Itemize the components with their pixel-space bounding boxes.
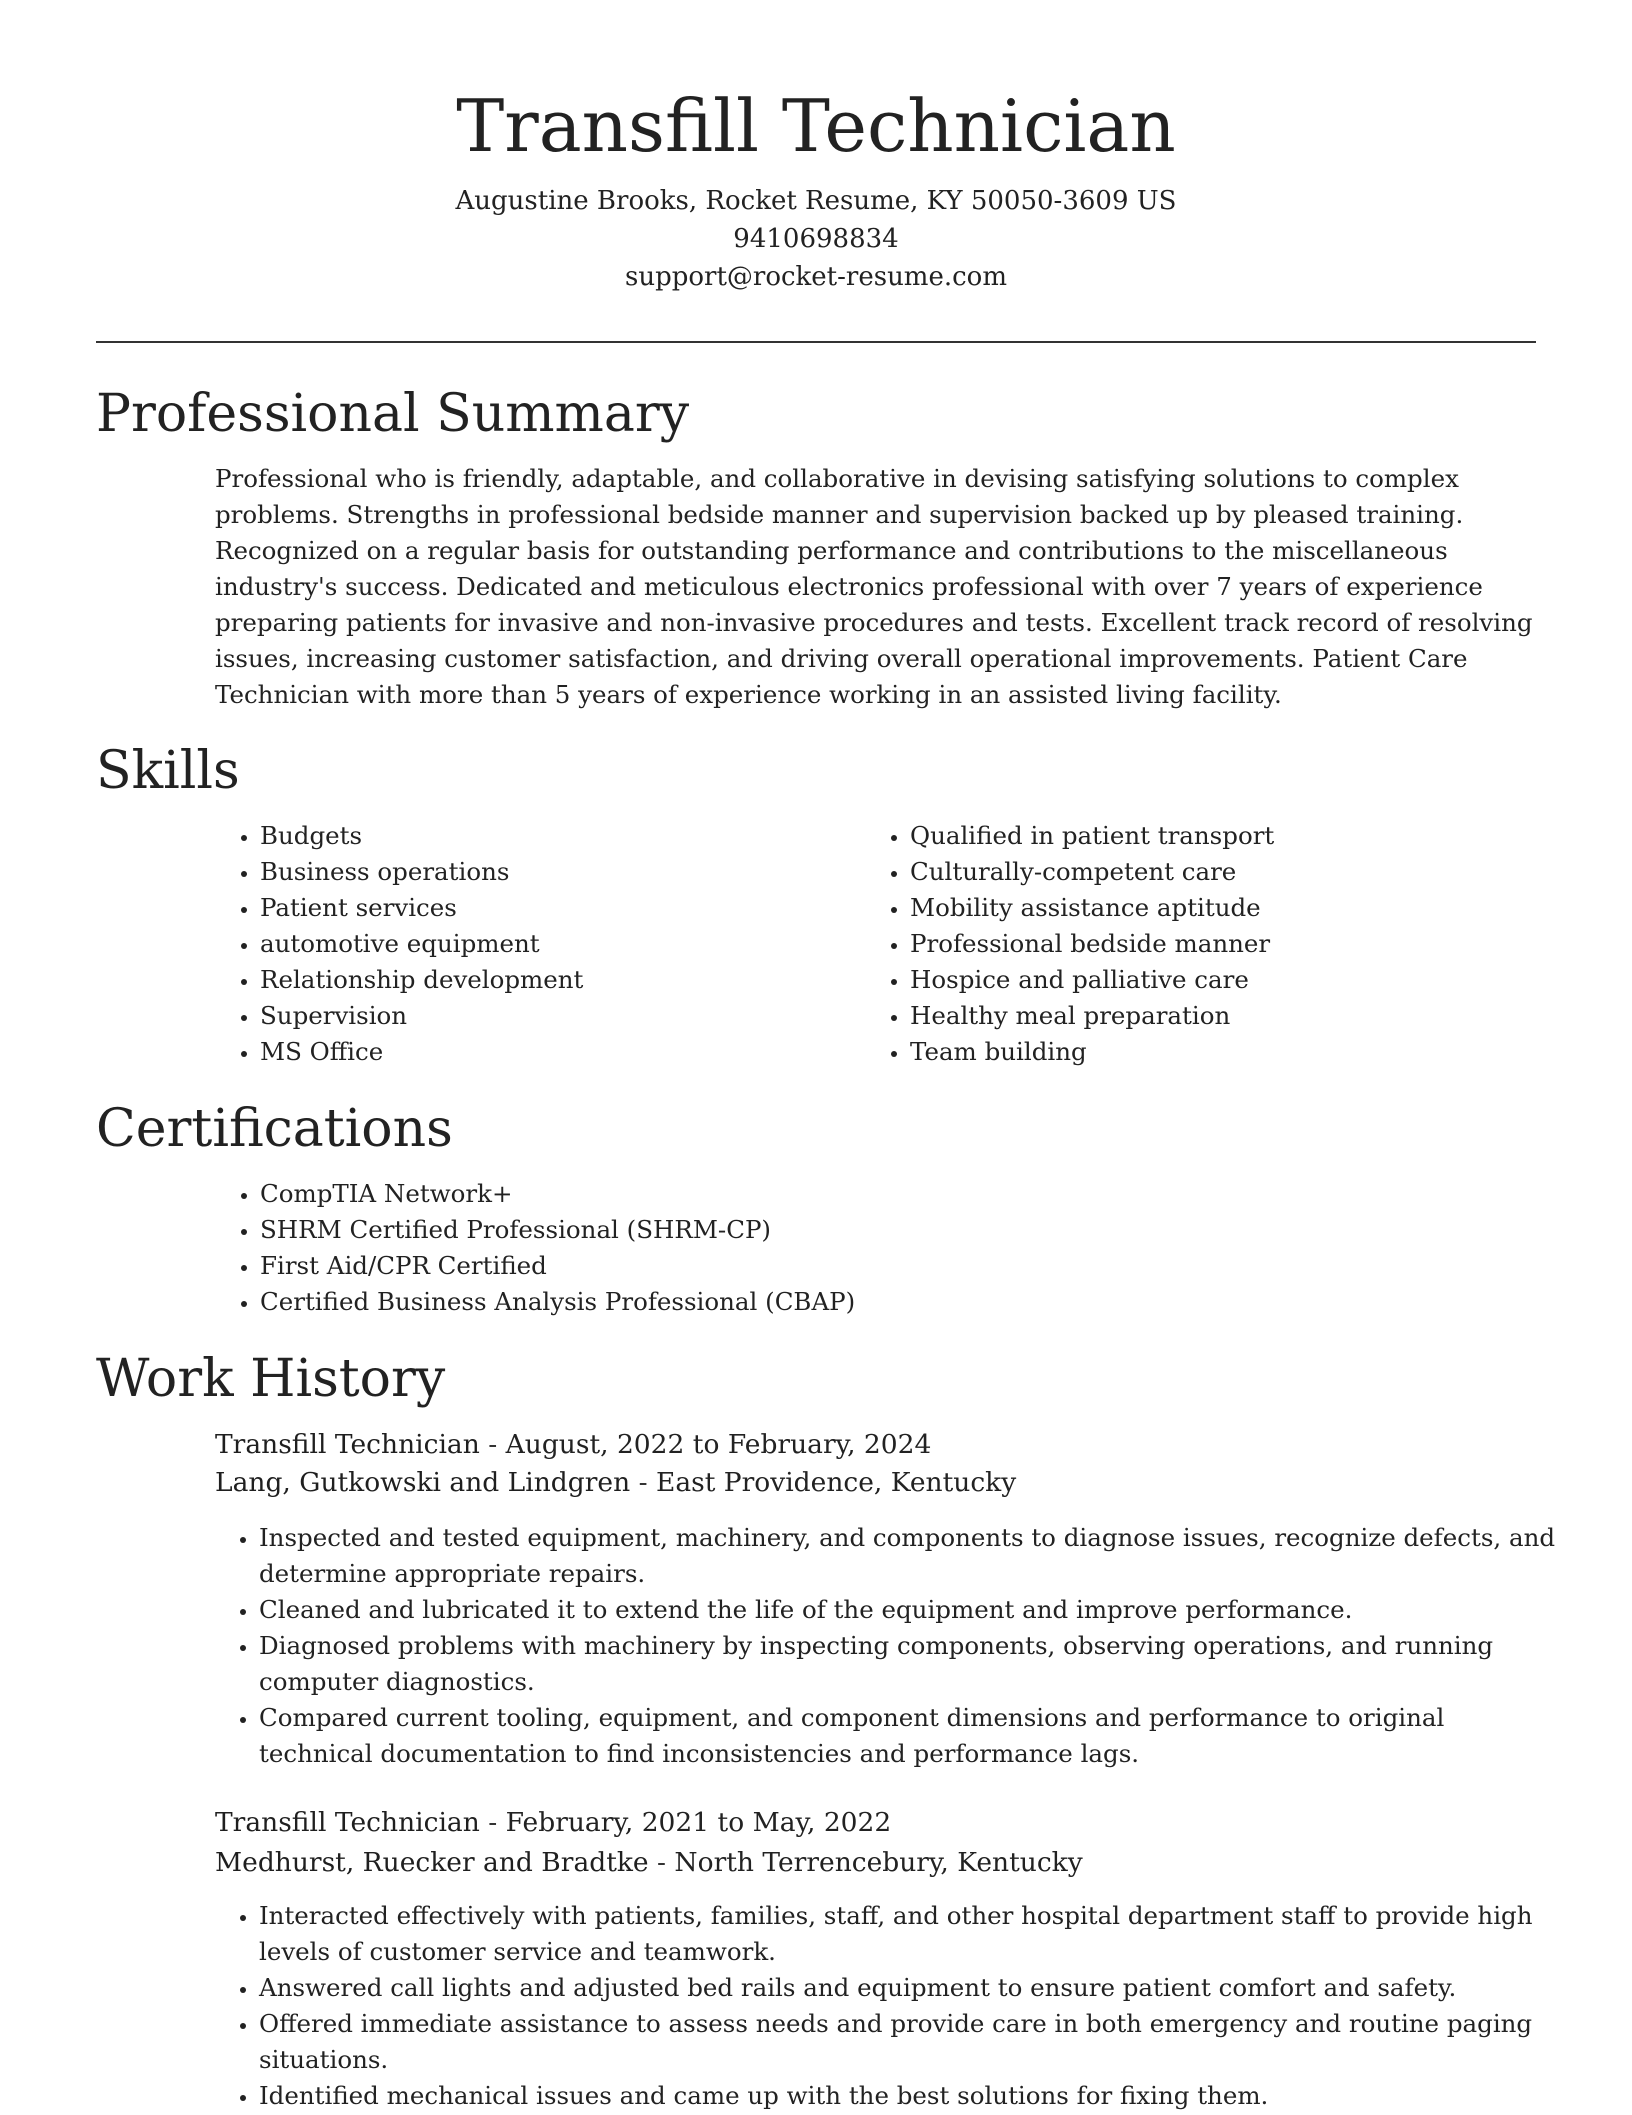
job-title-line <box>215 1426 931 1464</box>
list-item: • Hospice and palliative care <box>910 962 1550 998</box>
list-item: • Answered call lights and adjusted bed rails and equipment to ensure patient comfort and safety. <box>259 1970 1559 2006</box>
list-item: • Patient services <box>260 890 820 926</box>
list-item: • CompTIA Network+ <box>260 1176 1460 1212</box>
job-role: Transfill Technician <box>215 1429 480 1460</box>
skills-list-right <box>866 818 1550 1070</box>
certifications-list <box>216 1176 1460 1320</box>
list-item: • Budgets <box>260 818 820 854</box>
list-item: • Certified Business Analysis Professional (CBAP) <box>260 1284 1460 1320</box>
resume-header <box>96 80 1536 296</box>
work-history-heading: Work History <box>96 1349 446 1409</box>
job-company: Lang, Gutkowski and Lindgren <box>215 1467 631 1498</box>
list-item: • Identified mechanical issues and came up with the best solutions for fixing them. <box>259 2078 1559 2114</box>
certifications-heading: Certifications <box>96 1099 453 1159</box>
list-item: • MS Office <box>260 1034 820 1070</box>
job-separator: - <box>479 1429 506 1460</box>
job-title-line <box>215 1804 891 1842</box>
list-item: • Mobility assistance aptitude <box>910 890 1550 926</box>
list-item: • First Aid/CPR Certified <box>260 1248 1460 1284</box>
job-company-line <box>215 1844 1083 1882</box>
list-item: • Business operations <box>260 854 820 890</box>
list-item: • Healthy meal preparation <box>910 998 1550 1034</box>
list-item: • Team building <box>910 1034 1550 1070</box>
list-item: • Relationship development <box>260 962 820 998</box>
job-separator: - <box>648 1847 675 1878</box>
job-dates: February, 2021 to May, 2022 <box>505 1807 892 1838</box>
list-item: • Inspected and tested equipment, machinery, and components to diagnose issues, recognize defects, and determine appropriate repairs. <box>259 1520 1559 1592</box>
resume-name: Transfill Technician <box>456 84 1176 168</box>
list-item: • Qualified in patient transport <box>910 818 1550 854</box>
job-company: Medhurst, Ruecker and Bradtke <box>215 1847 649 1878</box>
list-item: • Diagnosed problems with machinery by inspecting components, observing operations, and running computer diagnostics. <box>259 1628 1559 1700</box>
job-separator: - <box>630 1467 656 1498</box>
contact-email: support@rocket-resume.com <box>624 262 1007 292</box>
job-location: North Terrencebury, Kentucky <box>674 1847 1083 1878</box>
skills-list-left <box>216 818 820 1070</box>
list-item: • Supervision <box>260 998 820 1034</box>
skills-heading: Skills <box>96 741 240 801</box>
list-item: • SHRM Certified Professional (SHRM-CP) <box>260 1212 1460 1248</box>
list-item: • Compared current tooling, equipment, and component dimensions and performance to original technical documentation to find inconsistencies and performance lags. <box>259 1700 1559 1772</box>
job-separator: - <box>479 1807 506 1838</box>
list-item: • Interacted effectively with patients, families, staff, and other hospital department staff to provide high levels of customer service and teamwork. <box>259 1898 1559 1970</box>
job-duties-list <box>215 1520 1559 1772</box>
job-company-line <box>215 1464 1016 1502</box>
summary-text: Professional who is friendly, adaptable, and collaborative in devising satisfying solutions to complex problems. Strengths in professional bedside manner and supervision backed up by pleased training. Recognized on a regular basis for outstanding performance and contributions to the miscellaneous industry's success. Dedicated and meticulous electronics professional with over 7 years of experience preparing patients for invasive and non-invasive procedures and tests. Excellent track record of resolving issues, increasing customer satisfaction, and driving overall operational improvements. Patient Care Technician with more than 5 years of experience working in an assisted living facility. <box>215 464 1533 709</box>
list-item: • Cleaned and lubricated it to extend the life of the equipment and improve performance. <box>259 1592 1559 1628</box>
job-role: Transfill Technician <box>215 1807 480 1838</box>
list-item: • Professional bedside manner <box>910 926 1550 962</box>
header-divider <box>96 341 1536 343</box>
job-duties-list <box>215 1898 1559 2114</box>
contact-address: Augustine Brooks, Rocket Resume, KY 50050-3609 US <box>455 186 1177 216</box>
contact-phone: 9410698834 <box>733 224 899 254</box>
list-item: • Offered immediate assistance to assess needs and provide care in both emergency and routine paging situations. <box>259 2006 1559 2078</box>
summary-heading: Professional Summary <box>96 384 690 444</box>
job-location: East Providence, Kentucky <box>655 1467 1017 1498</box>
list-item: • Culturally-competent care <box>910 854 1550 890</box>
list-item: • automotive equipment <box>260 926 820 962</box>
job-dates: August, 2022 to February, 2024 <box>505 1429 932 1460</box>
